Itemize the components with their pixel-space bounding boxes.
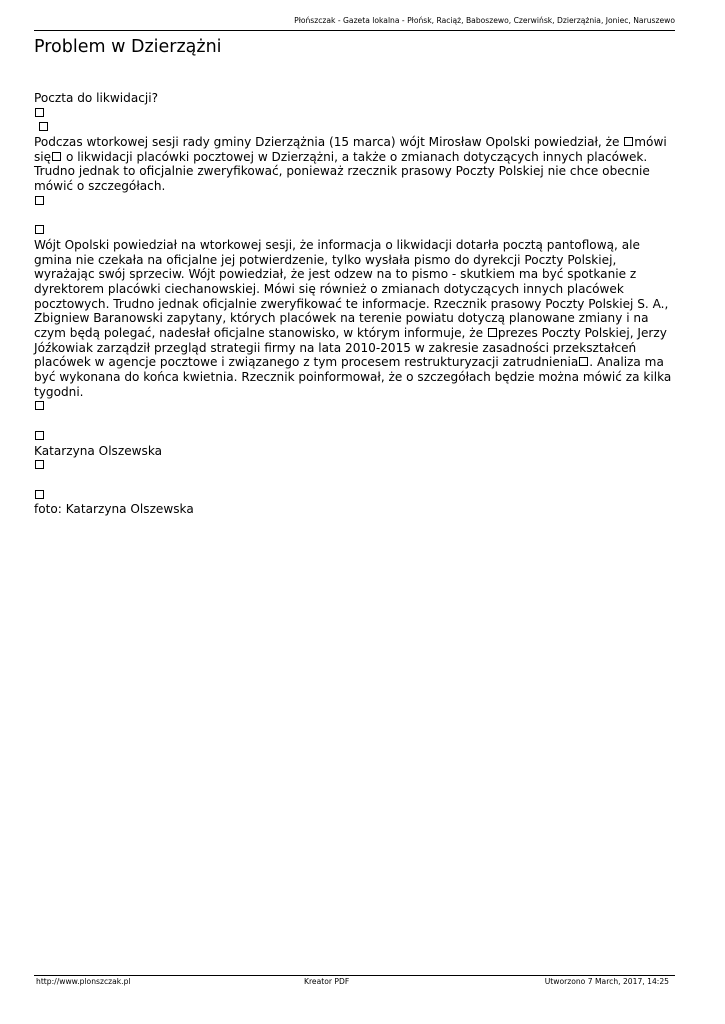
article-title: Problem w Dzierzążni xyxy=(34,37,222,57)
spacer xyxy=(34,473,684,488)
text-line: placówek w agencje pocztowe i związanego z tym procesem restrukturyzacji zatrudnienia . Analiza ma xyxy=(34,355,664,370)
text-line: Zbigniew Baranowski zapytany, których placówek na terenie powiatu dotyczą planowane zmiany i na xyxy=(34,311,649,326)
footer-url: http://www.plonszczak.pl xyxy=(36,977,131,986)
placeholder-glyph-line xyxy=(34,120,684,135)
placeholder-glyph-line xyxy=(34,458,684,473)
footer-created-date: Utworzono 7 March, 2017, 14:25 xyxy=(544,977,669,986)
missing-glyph-box xyxy=(624,137,633,146)
text-line: tygodni. xyxy=(34,384,84,399)
missing-glyph-box xyxy=(35,460,44,469)
text-line: pocztowych. Trudno jednak oficjalnie zweryfikować te informacje. Rzecznik prasowy Poczty Polskiej S. A., xyxy=(34,296,669,311)
article-subtitle: Poczta do likwidacji? xyxy=(34,91,159,105)
text-line: Jóźkowiak zarządził przegląd strategii firmy na lata 2010-2015 w zakresie zasadności przekształceń xyxy=(34,340,637,355)
placeholder-glyph-line xyxy=(34,106,684,121)
paragraph-2 xyxy=(34,238,684,400)
spacer xyxy=(34,414,684,429)
photo-credit: foto: Katarzyna Olszewska xyxy=(34,502,194,517)
missing-glyph-box xyxy=(35,196,44,205)
placeholder-glyph-line xyxy=(34,223,684,238)
placeholder-glyph-line xyxy=(34,429,684,444)
missing-glyph-box xyxy=(52,152,61,161)
spacer xyxy=(34,209,684,224)
text-line: mówić o szczegółach. xyxy=(34,179,166,194)
missing-glyph-box xyxy=(39,122,48,131)
text-line: być wykonana do końca kwietnia. Rzecznik poinformował, że o szczegółach będzie można mówić za kilka xyxy=(34,370,672,385)
missing-glyph-box xyxy=(35,490,44,499)
site-header-text: Płońszczak - Gazeta lokalna - Płońsk, Raciąż, Baboszewo, Czerwińsk, Dzierzążnia, Joniec, Naruszewo xyxy=(294,16,675,25)
paragraph-1 xyxy=(34,135,684,194)
placeholder-glyph-line xyxy=(34,399,684,414)
placeholder-glyph-line xyxy=(34,194,684,209)
text-line: gmina nie czekała na oficjalne jej potwierdzenie, tylko wysłała pismo do dyrekcji Poczty Polskiej, xyxy=(34,252,617,267)
footer-generator: Kreator PDF xyxy=(304,977,350,986)
page-footer xyxy=(34,975,675,988)
text-line: Podczas wtorkowej sesji rady gminy Dzierzążnia (15 marca) wójt Mirosław Opolski powiedział, że mówi xyxy=(34,135,667,150)
page-header xyxy=(34,16,675,31)
article-body xyxy=(34,91,684,517)
missing-glyph-box xyxy=(35,108,44,117)
text-line: się o likwidacji placówki pocztowej w Dzierzążni, a także o zmianach dotyczących innych placówek. xyxy=(34,149,648,164)
text-line: wyrażając swój sprzeciw. Wójt powiedział, że jest odzew na to pismo - skutkiem ma być spotkanie z xyxy=(34,267,637,282)
text-line: Trudno jednak to oficjalnie zweryfikować, ponieważ rzecznik prasowy Poczty Polskiej nie chce obecnie xyxy=(34,164,650,179)
missing-glyph-box xyxy=(35,225,44,234)
text-line: czym będą polegać, nadesłał oficjalne stanowisko, w którym informuje, że prezes Poczty Polskiej, Jerzy xyxy=(34,326,667,340)
placeholder-glyph-line xyxy=(34,488,684,503)
article-author: Katarzyna Olszewska xyxy=(34,443,163,458)
text-line: Wójt Opolski powiedział na wtorkowej sesji, że informacja o likwidacji dotarła pocztą pantoflową, ale xyxy=(34,237,640,252)
text-line: dyrektorem placówki ciechanowskiej. Mówi się również o zmianach dotyczących innych placówek xyxy=(34,281,624,296)
missing-glyph-box xyxy=(35,401,44,410)
missing-glyph-box xyxy=(35,431,44,440)
missing-glyph-box xyxy=(579,357,588,366)
missing-glyph-box xyxy=(488,328,497,337)
